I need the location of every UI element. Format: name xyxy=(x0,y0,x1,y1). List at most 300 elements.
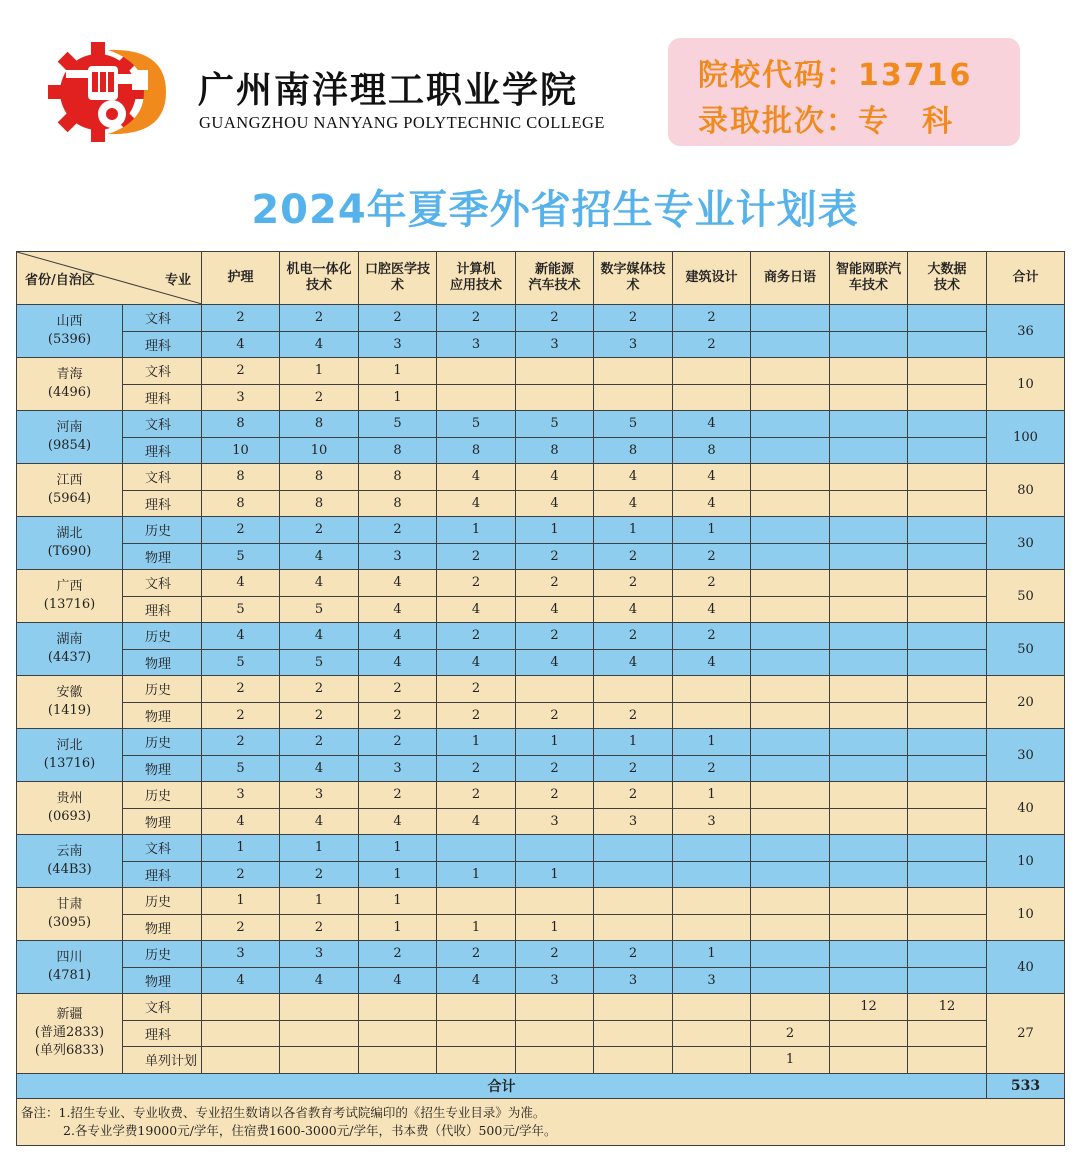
province-total-cell: 20 xyxy=(987,676,1065,729)
track-cell: 物理 xyxy=(123,914,202,941)
track-cell: 物理 xyxy=(123,702,202,729)
quota-cell xyxy=(830,305,908,332)
quota-cell: 4 xyxy=(202,570,280,597)
major-header: 专业 xyxy=(164,273,191,288)
table-row xyxy=(17,305,1065,332)
quota-cell: 3 xyxy=(202,782,280,809)
quota-cell: 4 xyxy=(594,649,673,676)
grand-total-row xyxy=(17,1073,1065,1098)
province-total-cell: 50 xyxy=(987,570,1065,623)
quota-cell xyxy=(673,914,751,941)
quota-cell xyxy=(908,649,987,676)
quota-cell: 4 xyxy=(437,967,516,994)
quota-cell: 2 xyxy=(594,305,673,332)
province-total-cell: 100 xyxy=(987,411,1065,464)
province-total-cell: 36 xyxy=(987,305,1065,358)
quota-cell xyxy=(673,676,751,703)
track-cell: 文科 xyxy=(123,464,202,491)
province-cell xyxy=(17,517,123,570)
province-code: (9854) xyxy=(47,438,92,453)
quota-cell xyxy=(830,1020,908,1047)
track-cell: 单列计划 xyxy=(123,1047,202,1074)
quota-cell: 1 xyxy=(280,835,359,862)
table-row xyxy=(17,570,1065,597)
province-name: 山西 xyxy=(56,314,83,329)
province-total-cell: 30 xyxy=(987,729,1065,782)
quota-cell: 8 xyxy=(202,490,280,517)
quota-cell xyxy=(908,358,987,385)
quota-cell: 4 xyxy=(516,490,594,517)
major-label: 数字媒体技 xyxy=(600,262,666,277)
major-label: 智能网联汽 xyxy=(835,262,901,277)
college-code-text: 院校代码：13716 xyxy=(698,58,973,93)
quota-cell xyxy=(908,835,987,862)
quota-cell: 1 xyxy=(673,517,751,544)
quota-cell: 2 xyxy=(280,702,359,729)
quota-cell: 4 xyxy=(673,649,751,676)
province-name: 云南 xyxy=(56,844,83,859)
quota-cell: 4 xyxy=(437,649,516,676)
quota-cell xyxy=(437,835,516,862)
quota-cell: 2 xyxy=(359,729,437,756)
table-row xyxy=(17,941,1065,968)
quota-cell: 8 xyxy=(202,411,280,438)
quota-cell: 1 xyxy=(202,888,280,915)
quota-cell xyxy=(594,914,673,941)
quota-cell xyxy=(437,384,516,411)
major-label: 技术 xyxy=(933,278,960,293)
province-code: (0693) xyxy=(47,809,92,824)
quota-cell: 2 xyxy=(516,702,594,729)
quota-cell xyxy=(908,570,987,597)
major-header-cell xyxy=(751,252,830,305)
province-total-cell: 50 xyxy=(987,623,1065,676)
quota-cell: 1 xyxy=(280,888,359,915)
quota-cell xyxy=(751,623,830,650)
quota-cell xyxy=(908,782,987,809)
table-row xyxy=(17,623,1065,650)
notes-row xyxy=(17,1098,1065,1145)
quota-cell: 3 xyxy=(673,808,751,835)
province-name: 青海 xyxy=(56,367,83,382)
major-label: 商务日语 xyxy=(763,270,816,285)
province-name: 江西 xyxy=(56,473,83,488)
province-code: (1419) xyxy=(47,703,92,718)
quota-cell xyxy=(673,1047,751,1074)
quota-cell xyxy=(594,994,673,1021)
quota-cell xyxy=(830,914,908,941)
quota-cell xyxy=(437,358,516,385)
major-header-cell xyxy=(359,252,437,305)
table-row xyxy=(17,464,1065,491)
quota-cell: 2 xyxy=(673,570,751,597)
quota-cell: 1 xyxy=(359,914,437,941)
quota-cell: 1 xyxy=(594,729,673,756)
major-header-cell xyxy=(437,252,516,305)
quota-cell xyxy=(830,861,908,888)
gear-fist-logo-icon xyxy=(48,42,172,142)
quota-cell xyxy=(594,861,673,888)
quota-cell xyxy=(516,384,594,411)
quota-cell: 5 xyxy=(202,649,280,676)
quota-cell: 2 xyxy=(202,861,280,888)
quota-cell: 4 xyxy=(673,490,751,517)
school-name-cn: 广州南洋理工职业学院 xyxy=(198,69,579,111)
quota-cell xyxy=(437,1047,516,1074)
quota-cell xyxy=(830,702,908,729)
quota-cell xyxy=(202,1020,280,1047)
quota-cell: 8 xyxy=(280,464,359,491)
province-code: (T690) xyxy=(47,544,92,559)
quota-cell: 4 xyxy=(280,570,359,597)
quota-cell xyxy=(908,755,987,782)
province-total-cell: 10 xyxy=(987,358,1065,411)
province-cell xyxy=(17,623,123,676)
quota-cell xyxy=(830,543,908,570)
quota-cell: 2 xyxy=(202,729,280,756)
track-cell: 历史 xyxy=(123,888,202,915)
quota-cell: 4 xyxy=(280,331,359,358)
quota-cell xyxy=(751,517,830,544)
province-code: (3095) xyxy=(47,915,92,930)
school-name-en: GUANGZHOU NANYANG POLYTECHNIC COLLEGE xyxy=(199,113,605,132)
province-code: (5964) xyxy=(47,491,92,506)
quota-cell xyxy=(830,649,908,676)
quota-cell xyxy=(673,358,751,385)
note-line-2: 2.各专业学费19000元/学年，住宿费1600-3000元/学年，书本费（代收）500元/学年。 xyxy=(63,1122,557,1138)
table-row xyxy=(17,835,1065,862)
quota-cell: 2 xyxy=(516,570,594,597)
quota-cell xyxy=(908,1047,987,1074)
quota-cell xyxy=(594,835,673,862)
quota-cell xyxy=(594,1047,673,1074)
table-row xyxy=(17,967,1065,994)
table-row xyxy=(17,1020,1065,1047)
quota-cell: 2 xyxy=(280,517,359,544)
quota-cell: 2 xyxy=(359,305,437,332)
major-label: 口腔医学技 xyxy=(364,262,430,277)
province-code: (4437) xyxy=(47,650,92,665)
track-cell: 文科 xyxy=(123,358,202,385)
quota-cell: 4 xyxy=(202,331,280,358)
quota-cell: 5 xyxy=(202,755,280,782)
quota-cell: 2 xyxy=(594,570,673,597)
quota-cell xyxy=(673,835,751,862)
quota-cell: 1 xyxy=(280,358,359,385)
quota-cell xyxy=(908,517,987,544)
quota-cell xyxy=(908,967,987,994)
track-cell: 理科 xyxy=(123,384,202,411)
track-cell: 物理 xyxy=(123,543,202,570)
quota-cell: 2 xyxy=(437,623,516,650)
corner-header-cell xyxy=(17,252,202,305)
major-label: 护理 xyxy=(227,270,254,285)
quota-cell: 3 xyxy=(594,808,673,835)
table-row xyxy=(17,755,1065,782)
quota-cell: 8 xyxy=(202,464,280,491)
quota-cell: 4 xyxy=(437,490,516,517)
major-header-cell xyxy=(830,252,908,305)
major-label: 建筑设计 xyxy=(685,270,738,285)
quota-cell: 3 xyxy=(673,967,751,994)
quota-cell xyxy=(908,861,987,888)
quota-cell xyxy=(908,596,987,623)
quota-cell: 3 xyxy=(516,331,594,358)
quota-cell: 3 xyxy=(516,967,594,994)
quota-cell: 4 xyxy=(594,464,673,491)
quota-cell: 2 xyxy=(202,914,280,941)
quota-cell: 4 xyxy=(359,808,437,835)
quota-cell: 1 xyxy=(437,517,516,544)
table-row xyxy=(17,649,1065,676)
quota-cell: 5 xyxy=(280,596,359,623)
province-cell xyxy=(17,994,123,1074)
quota-cell xyxy=(751,888,830,915)
college-code-box xyxy=(668,38,1020,146)
province-total-cell: 30 xyxy=(987,517,1065,570)
quota-cell: 5 xyxy=(202,543,280,570)
quota-cell: 1 xyxy=(673,729,751,756)
quota-cell xyxy=(830,1047,908,1074)
quota-cell xyxy=(908,543,987,570)
quota-cell xyxy=(673,888,751,915)
quota-cell: 4 xyxy=(437,596,516,623)
quota-cell: 8 xyxy=(437,437,516,464)
province-cell xyxy=(17,305,123,358)
province-code: (13716) xyxy=(43,597,96,612)
quota-cell: 3 xyxy=(516,808,594,835)
quota-cell xyxy=(830,941,908,968)
quota-cell xyxy=(751,596,830,623)
major-label: 车技术 xyxy=(848,278,888,293)
quota-cell: 3 xyxy=(280,782,359,809)
quota-cell xyxy=(751,464,830,491)
quota-cell xyxy=(908,384,987,411)
quota-cell xyxy=(908,888,987,915)
quota-cell: 3 xyxy=(594,967,673,994)
track-cell: 文科 xyxy=(123,835,202,862)
quota-cell: 2 xyxy=(673,755,751,782)
quota-cell: 2 xyxy=(280,676,359,703)
quota-cell: 2 xyxy=(594,755,673,782)
quota-cell xyxy=(280,1020,359,1047)
quota-cell: 8 xyxy=(280,411,359,438)
track-cell: 理科 xyxy=(123,861,202,888)
quota-cell: 4 xyxy=(437,464,516,491)
quota-cell: 3 xyxy=(202,941,280,968)
quota-cell xyxy=(751,305,830,332)
quota-cell: 8 xyxy=(516,437,594,464)
province-code: (5396) xyxy=(47,332,92,347)
quota-cell: 3 xyxy=(437,331,516,358)
province-name: 河北 xyxy=(56,738,83,753)
quota-cell xyxy=(359,1020,437,1047)
quota-cell: 2 xyxy=(516,305,594,332)
quota-cell: 2 xyxy=(202,702,280,729)
quota-cell: 2 xyxy=(673,331,751,358)
quota-cell: 2 xyxy=(673,543,751,570)
quota-cell: 1 xyxy=(359,835,437,862)
quota-cell xyxy=(751,782,830,809)
quota-cell: 10 xyxy=(280,437,359,464)
quota-cell xyxy=(908,676,987,703)
quota-cell: 5 xyxy=(437,411,516,438)
grand-total-label: 合计 xyxy=(17,1073,987,1098)
quota-cell: 2 xyxy=(202,676,280,703)
quota-cell xyxy=(908,702,987,729)
track-cell: 物理 xyxy=(123,967,202,994)
quota-cell: 2 xyxy=(359,782,437,809)
quota-cell: 2 xyxy=(594,623,673,650)
enrollment-plan-table xyxy=(16,251,1065,1146)
track-cell: 文科 xyxy=(123,305,202,332)
province-cell xyxy=(17,729,123,782)
quota-cell xyxy=(594,1020,673,1047)
track-cell: 物理 xyxy=(123,755,202,782)
quota-cell: 2 xyxy=(594,941,673,968)
table-row xyxy=(17,1047,1065,1074)
major-label: 计算机 xyxy=(456,262,496,277)
quota-cell xyxy=(751,411,830,438)
quota-cell xyxy=(673,861,751,888)
quota-cell: 2 xyxy=(437,570,516,597)
quota-cell xyxy=(437,994,516,1021)
quota-cell: 4 xyxy=(280,623,359,650)
quota-cell xyxy=(830,358,908,385)
quota-cell xyxy=(830,437,908,464)
major-header-cell xyxy=(594,252,673,305)
quota-cell: 2 xyxy=(280,914,359,941)
quota-cell: 5 xyxy=(202,596,280,623)
table-row xyxy=(17,596,1065,623)
quota-cell xyxy=(751,331,830,358)
province-name: 甘肃 xyxy=(56,897,83,912)
quota-cell: 2 xyxy=(594,543,673,570)
quota-cell: 8 xyxy=(594,437,673,464)
quota-cell: 2 xyxy=(280,305,359,332)
province-cell xyxy=(17,941,123,994)
quota-cell: 1 xyxy=(751,1047,830,1074)
quota-cell: 4 xyxy=(359,570,437,597)
table-row xyxy=(17,411,1065,438)
quota-cell xyxy=(751,437,830,464)
track-cell: 文科 xyxy=(123,570,202,597)
quota-cell: 4 xyxy=(594,596,673,623)
quota-cell: 3 xyxy=(202,384,280,411)
track-cell: 历史 xyxy=(123,517,202,544)
quota-cell xyxy=(516,835,594,862)
province-cell xyxy=(17,676,123,729)
quota-cell: 2 xyxy=(359,941,437,968)
track-cell: 理科 xyxy=(123,596,202,623)
table-body xyxy=(17,305,1065,1074)
quota-cell: 2 xyxy=(437,941,516,968)
quota-cell: 10 xyxy=(202,437,280,464)
quota-cell: 1 xyxy=(359,861,437,888)
quota-cell: 1 xyxy=(516,914,594,941)
major-label: 技术 xyxy=(305,278,332,293)
province-code: (4496) xyxy=(47,385,92,400)
quota-cell xyxy=(751,994,830,1021)
quota-cell xyxy=(751,649,830,676)
quota-cell: 2 xyxy=(673,305,751,332)
track-cell: 理科 xyxy=(123,1020,202,1047)
quota-cell: 2 xyxy=(437,305,516,332)
quota-cell: 5 xyxy=(359,411,437,438)
quota-cell xyxy=(830,967,908,994)
quota-cell xyxy=(751,490,830,517)
quota-cell xyxy=(830,570,908,597)
quota-cell xyxy=(751,808,830,835)
table-row xyxy=(17,994,1065,1021)
quota-cell xyxy=(516,888,594,915)
table-row xyxy=(17,676,1065,703)
quota-cell xyxy=(437,888,516,915)
track-cell: 物理 xyxy=(123,649,202,676)
quota-cell xyxy=(437,1020,516,1047)
quota-cell: 4 xyxy=(280,755,359,782)
table-row xyxy=(17,861,1065,888)
quota-cell xyxy=(908,331,987,358)
quota-cell: 4 xyxy=(202,967,280,994)
quota-cell: 1 xyxy=(516,517,594,544)
quota-cell xyxy=(202,994,280,1021)
quota-cell: 8 xyxy=(359,490,437,517)
table-row xyxy=(17,729,1065,756)
quota-cell xyxy=(751,384,830,411)
quota-cell xyxy=(908,490,987,517)
quota-cell: 2 xyxy=(594,702,673,729)
province-name: 贵州 xyxy=(56,791,83,806)
quota-cell: 4 xyxy=(202,808,280,835)
quota-cell xyxy=(751,861,830,888)
quota-cell xyxy=(830,888,908,915)
quota-cell: 4 xyxy=(202,623,280,650)
quota-cell: 8 xyxy=(359,437,437,464)
quota-cell xyxy=(751,729,830,756)
province-code: (单列6833) xyxy=(34,1043,105,1059)
province-header: 省份/自治区 xyxy=(25,273,95,288)
major-label: 术 xyxy=(390,278,404,293)
track-cell: 历史 xyxy=(123,941,202,968)
province-name: 安徽 xyxy=(56,685,83,700)
quota-cell xyxy=(751,543,830,570)
table-row xyxy=(17,782,1065,809)
quota-cell: 1 xyxy=(516,861,594,888)
table-row xyxy=(17,437,1065,464)
province-cell xyxy=(17,570,123,623)
quota-cell xyxy=(280,1047,359,1074)
major-header-cell xyxy=(516,252,594,305)
major-label: 大数据 xyxy=(927,262,967,277)
quota-cell xyxy=(908,1020,987,1047)
quota-cell xyxy=(830,676,908,703)
quota-cell: 1 xyxy=(359,384,437,411)
major-header-cell xyxy=(908,252,987,305)
quota-cell: 2 xyxy=(280,384,359,411)
quota-cell: 3 xyxy=(280,941,359,968)
track-cell: 文科 xyxy=(123,411,202,438)
major-label: 应用技术 xyxy=(449,278,502,293)
quota-cell xyxy=(830,729,908,756)
province-name: 广西 xyxy=(56,579,83,594)
quota-cell: 5 xyxy=(516,411,594,438)
province-total-cell: 40 xyxy=(987,941,1065,994)
quota-cell: 12 xyxy=(830,994,908,1021)
track-cell: 历史 xyxy=(123,623,202,650)
quota-cell xyxy=(830,755,908,782)
quota-cell: 2 xyxy=(673,623,751,650)
